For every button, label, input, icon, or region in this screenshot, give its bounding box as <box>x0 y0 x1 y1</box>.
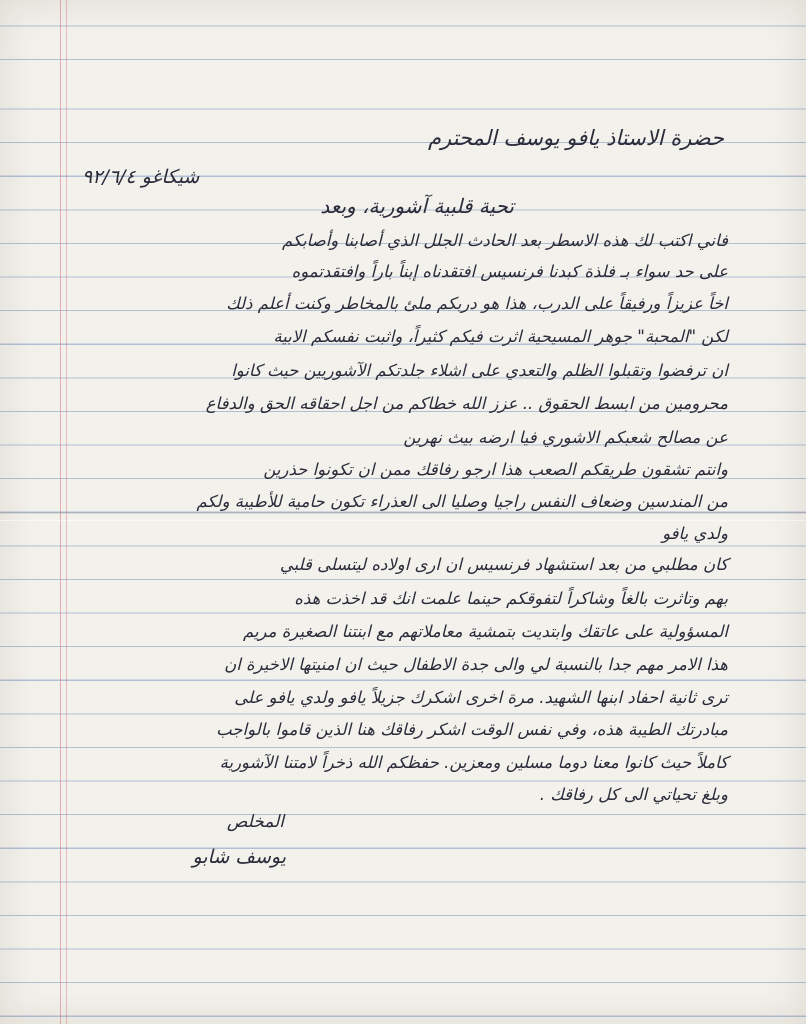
body-line: اخاً عزيزاً ورفيقاً على الدرب، هذا هو دربكم ملئ بالمخاطر وكنت أعلم ذلك <box>226 294 728 313</box>
salutation: حضرة الاستاذ يافو يوسف المحترم <box>428 126 724 150</box>
closing: المخلص <box>226 812 284 832</box>
body-line: المسؤولية على عاتقك وابتديت بتمشية معاملاتهم مع ابنتنا الصغيرة مريم <box>242 622 728 641</box>
signature: يوسف شابو <box>192 846 286 868</box>
body-line: بهم وتاثرت بالغاً وشاكراً لتفوقكم حينما علمت انك قد اخذت هذه <box>294 589 728 608</box>
body-line: وبلغ تحياتي الى كل رفاقك . <box>539 785 728 804</box>
body-line: كان مطلبي من بعد استشهاد فرنسيس ان ارى اولاده ليتسلى قلبي <box>279 555 728 574</box>
body-line: محرومين من ابسط الحقوق .. عزز الله خطاكم من اجل احقاقه الحق والدفاع <box>205 394 728 413</box>
body-line: على حد سواء بـ فلذة كبدنا فرنسيس افتقدناه إبناً باراً وافتقدتموه <box>291 262 728 281</box>
body-line: فاني اكتب لك هذه الاسطر بعد الحادث الجلل الذي أصابنا وأصابكم <box>281 231 728 250</box>
body-line: لكن "المحبة" جوهر المسيحية اثرت فيكم كثيراً، واثبت نفسكم الابية <box>273 327 728 346</box>
body-line: ان ترفضوا وتقبلوا الظلم والتعدي على اشلاء جلدتكم الآشوريين حيث كانوا <box>231 361 728 380</box>
body-line: وانتم تشقون طريقكم الصعب هذا ارجو رفاقك ممن ان تكونوا حذرين <box>263 460 728 479</box>
body-line: ترى ثانية احفاد ابنها الشهيد. مرة اخرى اشكرك جزيلاً يافو ولدي يافو على <box>234 688 728 707</box>
greeting: تحية قلبية آشورية، وبعد <box>320 194 514 218</box>
body-line: ولدي يافو <box>662 524 728 543</box>
body-line: عن مصالح شعبكم الاشوري فيا ارضه بيث نهرين <box>403 428 728 447</box>
letter-date: شيكاغو ٩٢/٦/٤ <box>82 166 200 188</box>
paper-fold-highlight <box>0 520 806 521</box>
paper-fold <box>0 512 806 514</box>
body-line: من المندسين وضعاف النفس راجيا وصليا الى العذراء تكون حامية للأطيبة ولكم <box>196 492 728 511</box>
body-line: كاملاً حيث كانوا معنا دوما مسلين ومعزين. حفظكم الله ذخراً لامتنا الآشورية <box>219 753 728 772</box>
body-line: هذا الامر مهم جدا بالنسبة لي والى جدة الاطفال حيث ان امنيتها الاخيرة ان <box>224 655 728 674</box>
body-line: مبادرتك الطيبة هذه، وفي نفس الوقت اشكر رفاقك هنا الذين قاموا بالواجب <box>216 720 728 739</box>
